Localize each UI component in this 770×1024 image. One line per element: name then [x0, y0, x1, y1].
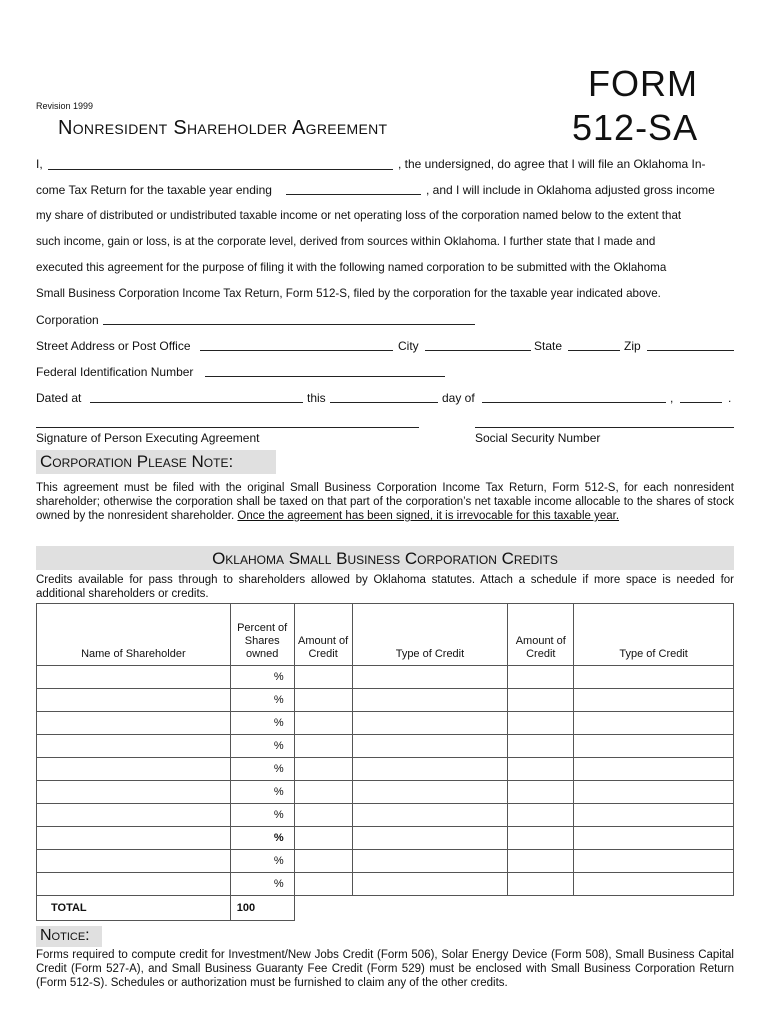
- zip-label: Zip: [624, 339, 641, 353]
- shareholder-name-cell[interactable]: [37, 758, 231, 781]
- amount1-cell[interactable]: [294, 804, 352, 827]
- type1-cell[interactable]: [352, 758, 508, 781]
- type1-cell[interactable]: [352, 666, 508, 689]
- day-field[interactable]: [330, 402, 438, 403]
- type2-cell[interactable]: [574, 804, 734, 827]
- notice-text: Forms required to compute credit for Investment/New Jobs Credit (Form 506), Solar Energy Device (Form 508), Small Business Capital Credit (Form 527-A), and Small Business Guaranty Fee Credit (Form 529) must be enclosed with Small Business Corporation Return (Form 512-S). Schedules or authorization must be furnished to claim any of the other credits.: [36, 949, 734, 989]
- agreement-line2-prefix: come Tax Return for the taxable year ending: [36, 183, 272, 197]
- amount2-cell[interactable]: [508, 689, 574, 712]
- total-label: TOTAL: [37, 896, 231, 921]
- credits-heading-box: [36, 546, 734, 570]
- amount1-cell[interactable]: [294, 850, 352, 873]
- corp-note-heading-box: [36, 450, 276, 474]
- corp-note-text: [36, 481, 734, 523]
- agreement-line1-prefix: I,: [36, 157, 43, 171]
- corporation-label: Corporation: [36, 313, 99, 327]
- col-amount2-header: Amount of Credit: [508, 604, 574, 666]
- shareholder-name-cell[interactable]: [37, 850, 231, 873]
- shareholder-name-field[interactable]: [48, 169, 393, 170]
- amount2-cell[interactable]: [508, 712, 574, 735]
- amount1-cell[interactable]: [294, 735, 352, 758]
- day-of-label: day of: [442, 391, 475, 405]
- agreement-line2-suffix: , and I will include in Oklahoma adjusted gross income: [426, 183, 715, 197]
- shareholder-name-cell[interactable]: [37, 712, 231, 735]
- amount1-cell[interactable]: [294, 758, 352, 781]
- table-row: [37, 781, 734, 804]
- col-name-header: Name of Shareholder: [37, 604, 231, 666]
- signature-label: Signature of Person Executing Agreement: [36, 431, 260, 445]
- table-row: [37, 712, 734, 735]
- zip-field[interactable]: [647, 350, 734, 351]
- corp-note-irrevocable: Once the agreement has been signed, it is irrevocable for this taxable year.: [237, 510, 620, 522]
- street-label: Street Address or Post Office: [36, 339, 191, 353]
- total-row: [37, 896, 734, 921]
- type2-cell[interactable]: [574, 850, 734, 873]
- col-amount1-header: Amount of Credit: [294, 604, 352, 666]
- percent-cell[interactable]: %: [230, 689, 294, 712]
- agreement-line4: such income, gain or loss, is at the corporate level, derived from sources within Oklahoma. I further state that I made and: [36, 235, 656, 248]
- type1-cell[interactable]: [352, 873, 508, 896]
- city-label: City: [398, 339, 419, 353]
- table-row: [37, 666, 734, 689]
- credits-table: [36, 603, 734, 921]
- signature-field[interactable]: [36, 427, 419, 428]
- shareholder-name-cell[interactable]: [37, 873, 231, 896]
- shareholder-name-cell[interactable]: [37, 735, 231, 758]
- comma-label: ,: [670, 391, 674, 405]
- credits-header-row: [37, 604, 734, 666]
- table-row: [37, 758, 734, 781]
- credits-intro: Credits available for pass through to shareholders allowed by Oklahoma statutes. Attach a schedule if more space is needed for additional shareholders or credits.: [36, 574, 734, 600]
- col-type1-header: Type of Credit: [352, 604, 508, 666]
- notice-heading: Notice:: [40, 927, 90, 944]
- table-row: [37, 735, 734, 758]
- agreement-line3: my share of distributed or undistributed taxable income or net operating loss of the corporation named below to the extent that: [36, 209, 682, 222]
- credits-body: [37, 666, 734, 896]
- type2-cell[interactable]: [574, 712, 734, 735]
- amount1-cell[interactable]: [294, 666, 352, 689]
- credits-heading: Oklahoma Small Business Corporation Credits: [212, 549, 558, 568]
- table-row: [37, 850, 734, 873]
- shareholder-name-cell[interactable]: [37, 827, 231, 850]
- amount2-cell[interactable]: [508, 873, 574, 896]
- amount2-cell[interactable]: [508, 827, 574, 850]
- type1-cell[interactable]: [352, 827, 508, 850]
- period-label: .: [728, 391, 732, 405]
- amount2-cell[interactable]: [508, 735, 574, 758]
- type2-cell[interactable]: [574, 873, 734, 896]
- type1-cell[interactable]: [352, 735, 508, 758]
- type1-cell[interactable]: [352, 712, 508, 735]
- fein-label: Federal Identification Number: [36, 365, 194, 379]
- agreement-line1-suffix: , the undersigned, do agree that I will file an Oklahoma In-: [398, 157, 706, 171]
- percent-cell[interactable]: %: [230, 666, 294, 689]
- shareholder-name-cell[interactable]: [37, 804, 231, 827]
- table-row: [37, 873, 734, 896]
- type1-cell[interactable]: [352, 689, 508, 712]
- percent-cell[interactable]: %: [230, 735, 294, 758]
- percent-cell[interactable]: %: [230, 712, 294, 735]
- shareholder-name-cell[interactable]: [37, 781, 231, 804]
- type2-cell[interactable]: [574, 666, 734, 689]
- state-label: State: [534, 339, 563, 353]
- shareholder-name-cell[interactable]: [37, 666, 231, 689]
- amount2-cell[interactable]: [508, 850, 574, 873]
- type1-cell[interactable]: [352, 850, 508, 873]
- revision-label: Revision 1999: [36, 101, 94, 111]
- corp-note-body: This agreement must be filed with the original Small Business Corporation Income Tax Return, Form 512-S, for each nonresident shareholder; otherwise the corporation shall be taxed on that part of the corporation’s net taxable income allocable to the shares of stock owned by the nonresident shareholder.: [36, 482, 734, 522]
- ssn-field[interactable]: [475, 427, 734, 428]
- col-percent-header: Percent of Shares owned: [230, 604, 294, 666]
- percent-cell[interactable]: %: [230, 758, 294, 781]
- amount1-cell[interactable]: [294, 689, 352, 712]
- corporation-field[interactable]: [103, 324, 475, 325]
- city-field[interactable]: [425, 350, 531, 351]
- type2-cell[interactable]: [574, 781, 734, 804]
- tax-year-ending-field[interactable]: [286, 194, 421, 195]
- total-percent: 100: [230, 896, 294, 921]
- table-row: [37, 689, 734, 712]
- type2-cell[interactable]: [574, 827, 734, 850]
- year-field[interactable]: [680, 402, 722, 403]
- type1-cell[interactable]: [352, 781, 508, 804]
- agreement-line5: executed this agreement for the purpose of filing it with the following named corporation to be submitted with the Oklahoma: [36, 261, 667, 274]
- type2-cell[interactable]: [574, 689, 734, 712]
- amount1-cell[interactable]: [294, 827, 352, 850]
- amount2-cell[interactable]: [508, 758, 574, 781]
- fein-field[interactable]: [205, 376, 445, 377]
- corp-note-heading: Corporation Please Note:: [40, 452, 234, 471]
- this-label: this: [307, 391, 326, 405]
- shareholder-name-cell[interactable]: [37, 689, 231, 712]
- amount2-cell[interactable]: [508, 804, 574, 827]
- amount2-cell[interactable]: [508, 781, 574, 804]
- dated-at-field[interactable]: [90, 402, 303, 403]
- type2-cell[interactable]: [574, 758, 734, 781]
- amount1-cell[interactable]: [294, 712, 352, 735]
- form-number: 512-SA: [572, 107, 699, 148]
- table-row: [37, 804, 734, 827]
- percent-cell[interactable]: %: [230, 827, 294, 850]
- percent-cell[interactable]: %: [230, 873, 294, 896]
- month-field[interactable]: [482, 402, 666, 403]
- street-field[interactable]: [200, 350, 393, 351]
- state-field[interactable]: [568, 350, 620, 351]
- percent-cell[interactable]: %: [230, 781, 294, 804]
- type1-cell[interactable]: [352, 804, 508, 827]
- table-row: [37, 827, 734, 850]
- col-type2-header: Type of Credit: [574, 604, 734, 666]
- notice-heading-box: [36, 926, 102, 947]
- amount1-cell[interactable]: [294, 873, 352, 896]
- agreement-line6: Small Business Corporation Income Tax Return, Form 512-S, filed by the corporation for the taxable year indicated above.: [36, 287, 661, 300]
- page-title: Nonresident Shareholder Agreement: [58, 117, 388, 139]
- form-label: FORM: [588, 63, 698, 104]
- type2-cell[interactable]: [574, 735, 734, 758]
- amount1-cell[interactable]: [294, 781, 352, 804]
- ssn-label: Social Security Number: [475, 431, 601, 445]
- dated-at-label: Dated at: [36, 391, 82, 405]
- percent-cell[interactable]: %: [230, 850, 294, 873]
- amount2-cell[interactable]: [508, 666, 574, 689]
- percent-cell[interactable]: %: [230, 804, 294, 827]
